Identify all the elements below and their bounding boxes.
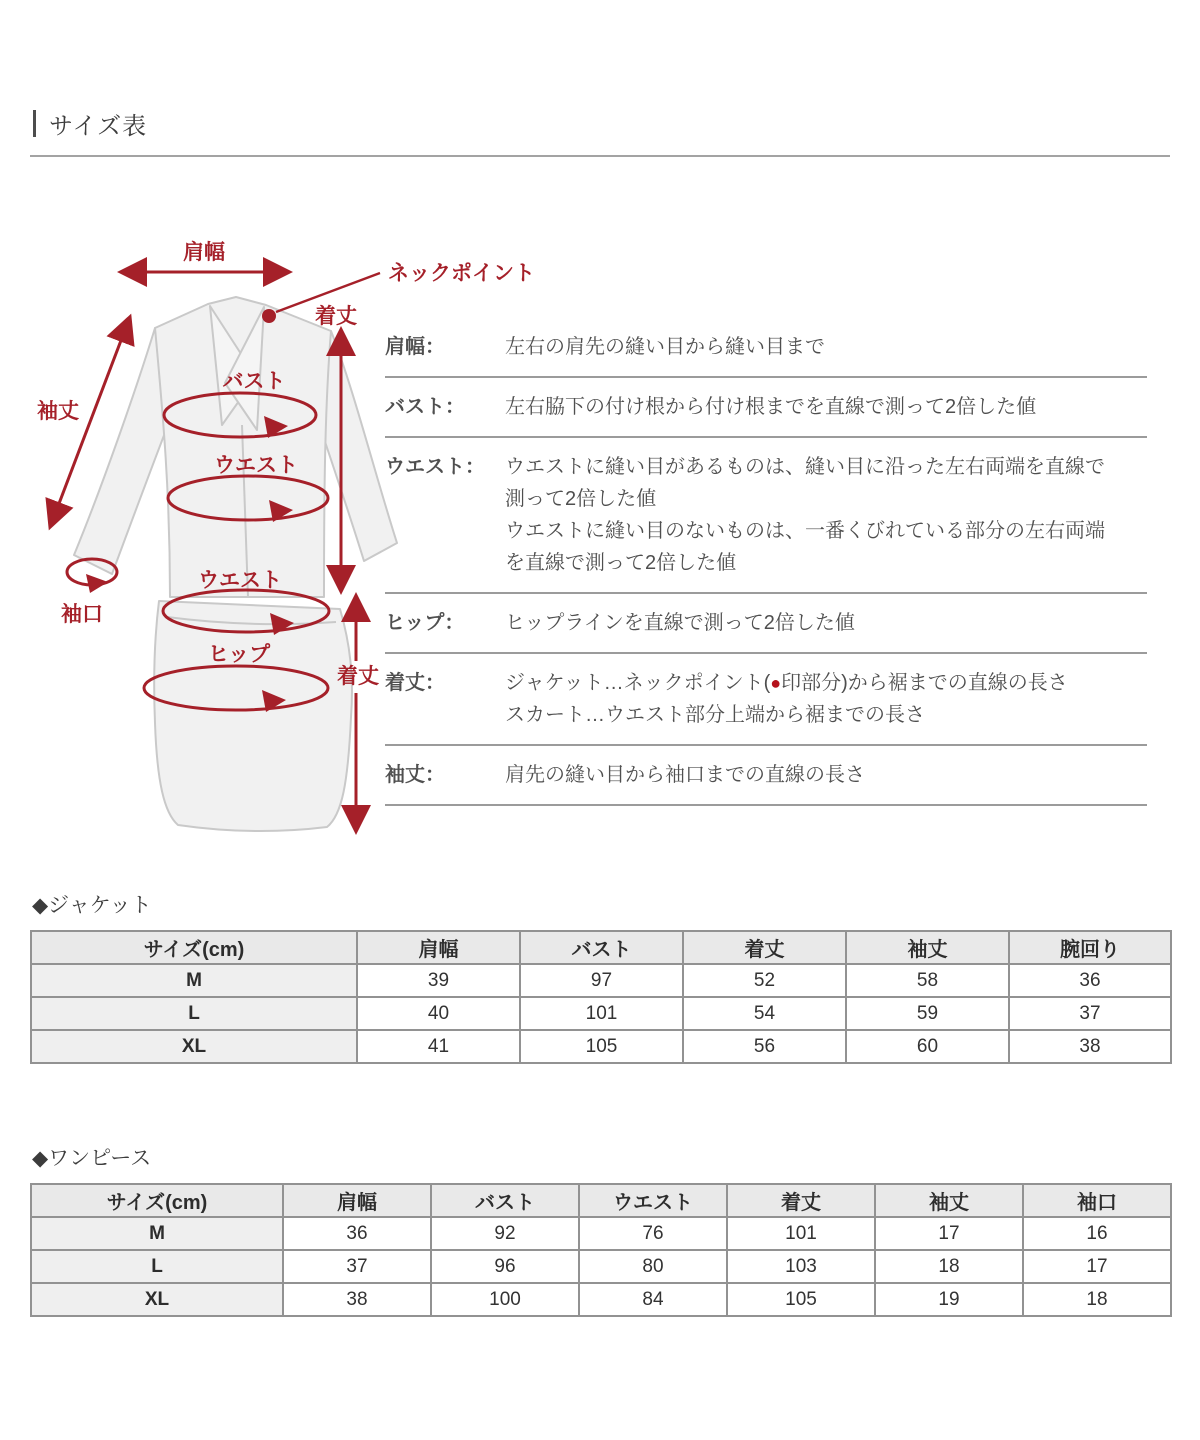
onepiece-section — [30, 1142, 1170, 1317]
value-cell: 17 — [1023, 1250, 1171, 1283]
value-cell: 105 — [520, 1030, 683, 1063]
jacket-section-heading: ◆ジャケット — [32, 894, 152, 917]
definition-row-bust — [385, 378, 1147, 438]
value-cell: 52 — [683, 964, 846, 997]
bust-label: バスト — [222, 370, 286, 393]
column-header: 袖丈 — [875, 1184, 1023, 1217]
neck-point-label: ネックポイント — [388, 262, 535, 285]
definition-line: 左右の肩先の縫い目から縫い目まで — [505, 336, 825, 358]
value-cell: 39 — [357, 964, 520, 997]
size-cell: M — [31, 964, 357, 997]
shoulder-width-label: 肩幅 — [183, 241, 225, 264]
value-cell: 37 — [283, 1250, 431, 1283]
onepiece-section-heading: ◆ワンピース — [32, 1147, 152, 1170]
skirt-length-label: 着丈 — [337, 665, 379, 688]
column-header: 肩幅 — [357, 931, 520, 964]
jacket-waist-label: ウエスト — [214, 454, 298, 477]
page-title-text: サイズ表 — [49, 113, 148, 140]
column-header: 肩幅 — [283, 1184, 431, 1217]
table-row — [31, 997, 1171, 1030]
column-header: 袖口 — [1023, 1184, 1171, 1217]
length-def-pre: ジャケット…ネックポイント( — [505, 672, 771, 694]
value-cell: 96 — [431, 1250, 579, 1283]
definition-desc — [505, 759, 1147, 791]
value-cell: 101 — [520, 997, 683, 1030]
value-cell: 84 — [579, 1283, 727, 1316]
definition-row-shoulder — [385, 318, 1147, 378]
definition-desc — [505, 667, 1147, 731]
definition-term: ヒップ： — [385, 612, 465, 634]
value-cell: 76 — [579, 1217, 727, 1250]
value-cell: 80 — [579, 1250, 727, 1283]
definition-desc — [505, 391, 1147, 423]
column-header: 着丈 — [683, 931, 846, 964]
value-cell: 16 — [1023, 1217, 1171, 1250]
measurement-definitions — [385, 318, 1147, 806]
value-cell: 41 — [357, 1030, 520, 1063]
value-cell: 105 — [727, 1283, 875, 1316]
column-header: バスト — [520, 931, 683, 964]
column-header: バスト — [431, 1184, 579, 1217]
value-cell: 18 — [875, 1250, 1023, 1283]
page-title — [33, 106, 147, 141]
definition-desc — [505, 331, 1147, 363]
column-header: 着丈 — [727, 1184, 875, 1217]
size-cell: XL — [31, 1030, 357, 1063]
definition-line: ウエストに縫い目があるものは、縫い目に沿った左右両端を直線で — [505, 456, 1105, 478]
value-cell: 40 — [357, 997, 520, 1030]
column-header: 袖丈 — [846, 931, 1009, 964]
column-header: 腕回り — [1009, 931, 1171, 964]
value-cell: 92 — [431, 1217, 579, 1250]
definition-desc — [505, 607, 1147, 639]
table-row — [31, 1250, 1171, 1283]
value-cell: 37 — [1009, 997, 1171, 1030]
definition-line-jacket — [505, 667, 1147, 699]
value-cell: 38 — [1009, 1030, 1171, 1063]
skirt-outline — [154, 601, 352, 831]
value-cell: 97 — [520, 964, 683, 997]
value-cell: 54 — [683, 997, 846, 1030]
column-header: サイズ(cm) — [31, 931, 357, 964]
definition-line: を直線で測って2倍した値 — [505, 552, 737, 574]
definition-line: 測って2倍した値 — [505, 488, 657, 510]
definition-line-skirt: スカート…ウエスト部分上端から裾までの長さ — [505, 704, 925, 726]
jacket-size-table — [30, 930, 1172, 1064]
onepiece-size-table — [30, 1183, 1172, 1317]
column-header: ウエスト — [579, 1184, 727, 1217]
value-cell: 18 — [1023, 1283, 1171, 1316]
definition-term: 着丈： — [385, 672, 445, 694]
value-cell: 36 — [1009, 964, 1171, 997]
neck-point-dot — [262, 309, 276, 323]
title-divider — [30, 155, 1170, 157]
definition-line: ウエストに縫い目のないものは、一番くびれている部分の左右両端 — [505, 520, 1105, 542]
onepiece-table-header-row — [31, 1184, 1171, 1217]
size-cell: XL — [31, 1283, 283, 1316]
value-cell: 36 — [283, 1217, 431, 1250]
table-row — [31, 1283, 1171, 1316]
definition-desc — [505, 451, 1147, 579]
red-dot-mark: ● — [770, 673, 782, 693]
size-cell: L — [31, 1250, 283, 1283]
length-def-post: 印部分)から裾までの直線の長さ — [781, 672, 1068, 694]
definition-term: 肩幅： — [385, 336, 445, 358]
value-cell: 17 — [875, 1217, 1023, 1250]
size-cell: L — [31, 997, 357, 1030]
definition-term: 袖丈： — [385, 764, 445, 786]
table-row — [31, 1030, 1171, 1063]
definition-term: ウエスト： — [385, 456, 485, 478]
skirt-waist-label: ウエスト — [198, 569, 282, 592]
jacket-length-label: 着丈 — [315, 305, 357, 328]
value-cell: 60 — [846, 1030, 1009, 1063]
size-cell: M — [31, 1217, 283, 1250]
definition-row-sleeve — [385, 746, 1147, 806]
table-row — [31, 1217, 1171, 1250]
definition-row-length — [385, 654, 1147, 746]
cuff-arrowhead — [86, 574, 108, 593]
column-header: サイズ(cm) — [31, 1184, 283, 1217]
value-cell: 59 — [846, 997, 1009, 1030]
value-cell: 101 — [727, 1217, 875, 1250]
definition-line: ヒップラインを直線で測って2倍した値 — [505, 612, 855, 634]
definition-line: 左右脇下の付け根から付け根までを直線で測って2倍した値 — [505, 396, 1037, 418]
definition-line: 肩先の縫い目から袖口までの直線の長さ — [505, 764, 865, 786]
value-cell: 100 — [431, 1283, 579, 1316]
table-row — [31, 964, 1171, 997]
cuff-label: 袖口 — [61, 603, 103, 626]
sleeve-length-label: 袖丈 — [37, 400, 79, 423]
value-cell: 38 — [283, 1283, 431, 1316]
jacket-section — [30, 889, 1170, 1064]
hip-label: ヒップ — [207, 643, 271, 666]
value-cell: 103 — [727, 1250, 875, 1283]
jacket-table-header-row — [31, 931, 1171, 964]
definition-term: バスト： — [385, 396, 465, 418]
value-cell: 58 — [846, 964, 1009, 997]
value-cell: 19 — [875, 1283, 1023, 1316]
definition-row-waist — [385, 438, 1147, 594]
definition-row-hip — [385, 594, 1147, 654]
title-accent-bar — [33, 110, 36, 137]
value-cell: 56 — [683, 1030, 846, 1063]
